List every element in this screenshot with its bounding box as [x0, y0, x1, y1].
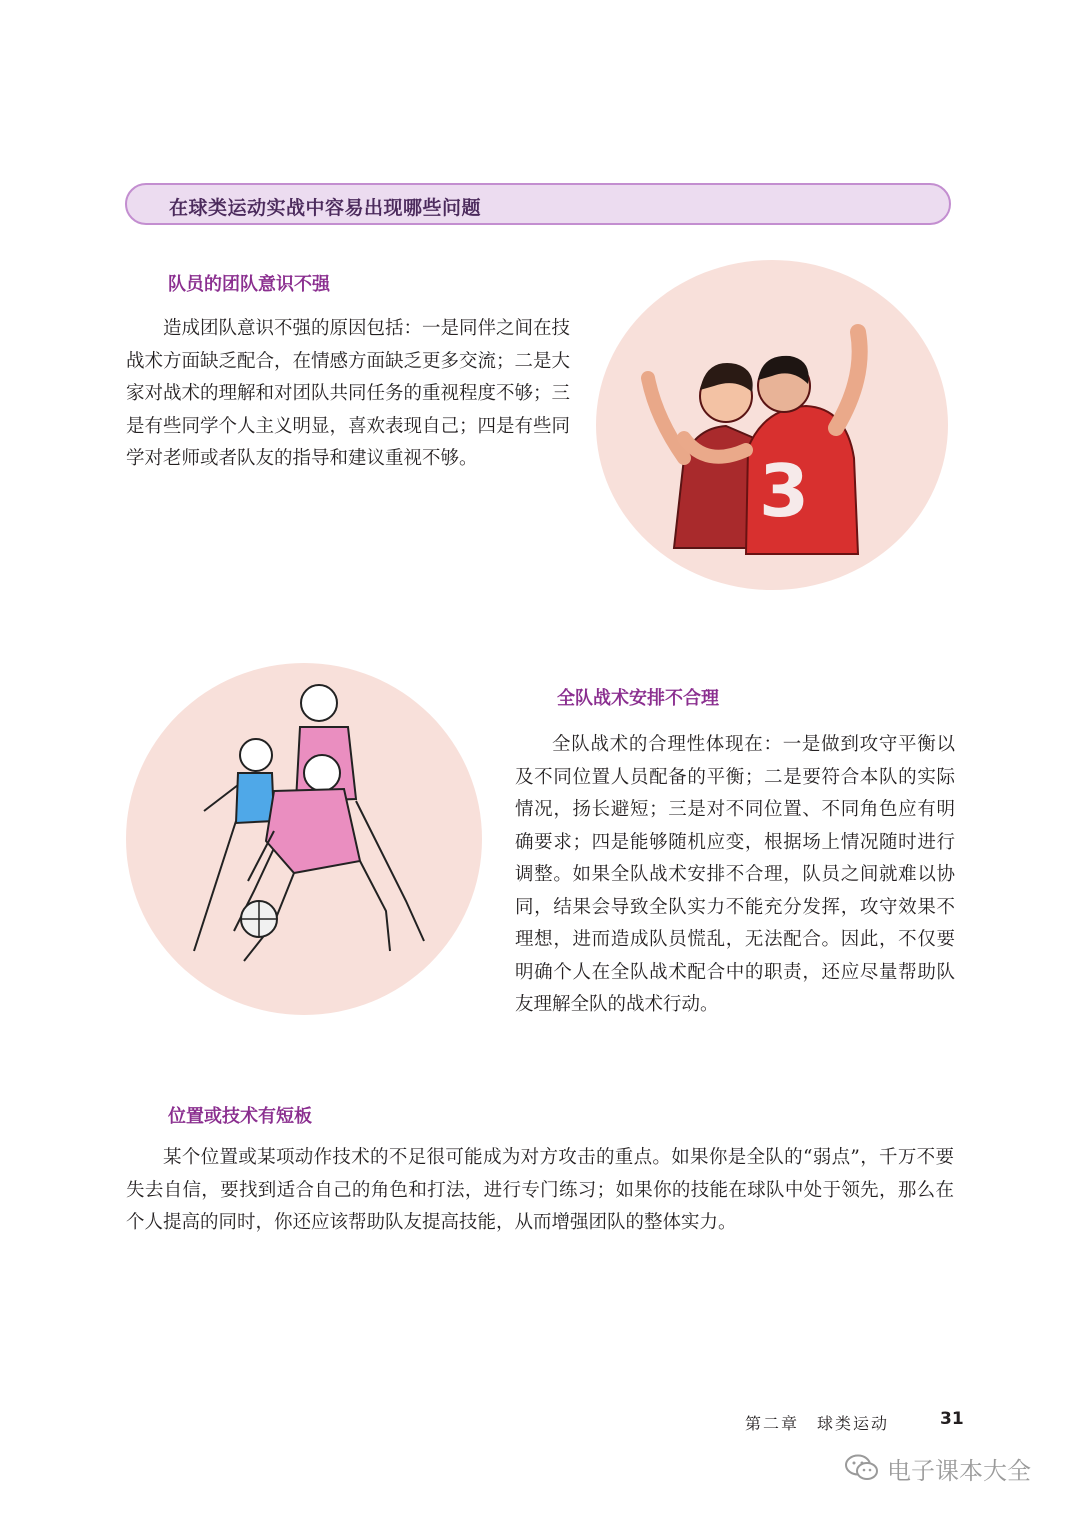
- illustration-red-players: [596, 258, 952, 592]
- section-banner: [125, 183, 951, 225]
- illustration-pink-players: [124, 661, 484, 1019]
- banner-title: 在球类运动实战中容易出现哪些问题: [169, 197, 482, 219]
- heading-team-awareness: 队员的团队意识不强: [168, 274, 330, 295]
- chapter-label: 第二章 球类运动: [745, 1414, 890, 1433]
- paragraph-weakness: 某个位置或某项动作技术的不足很可能成为对方攻击的重点。如果你是全队的“弱点”，千万不要失去自信，要找到适合自己的角色和打法，进行专门练习；如果你的技能在球队中处于领先，那么在个人提高的同时，你还应该帮助队友提高技能，从而增强团队的整体实力。: [126, 1147, 954, 1233]
- jersey-number: 3: [758, 449, 810, 533]
- watermark: [845, 1452, 1031, 1484]
- heading-tactics: 全队战术安排不合理: [557, 688, 719, 709]
- watermark-text: 电子课本大全: [887, 1456, 1031, 1485]
- wechat-icon: [845, 1454, 879, 1482]
- paragraph-team-awareness: 造成团队意识不强的原因包括：一是同伴之间在技战术方面缺乏配合，在情感方面缺乏更多交流；二是大家对战术的理解和对团队共同任务的重视程度不够；三是有些同学个人主义明显，喜欢表现自己；四是有些同学对老师或者队友的指导和建议重视不够。: [126, 318, 571, 469]
- heading-weakness: 位置或技术有短板: [168, 1106, 312, 1127]
- page-number: 31: [940, 1409, 964, 1429]
- paragraph-tactics: 全队战术的合理性体现在：一是做到攻守平衡以及不同位置人员配备的平衡；二是要符合本队的实际情况，扬长避短；三是对不同位置、不同角色应有明确要求；四是能够随机应变，根据场上情况随时进行调整。如果全队战术安排不合理，队员之间就难以协同，结果会导致全队实力不能充分发挥，攻守效果不理想，进而造成队员慌乱，无法配合。因此，不仅要明确个人在全队战术配合中的职责，还应尽量帮助队友理解全队的战术行动。: [515, 734, 955, 1015]
